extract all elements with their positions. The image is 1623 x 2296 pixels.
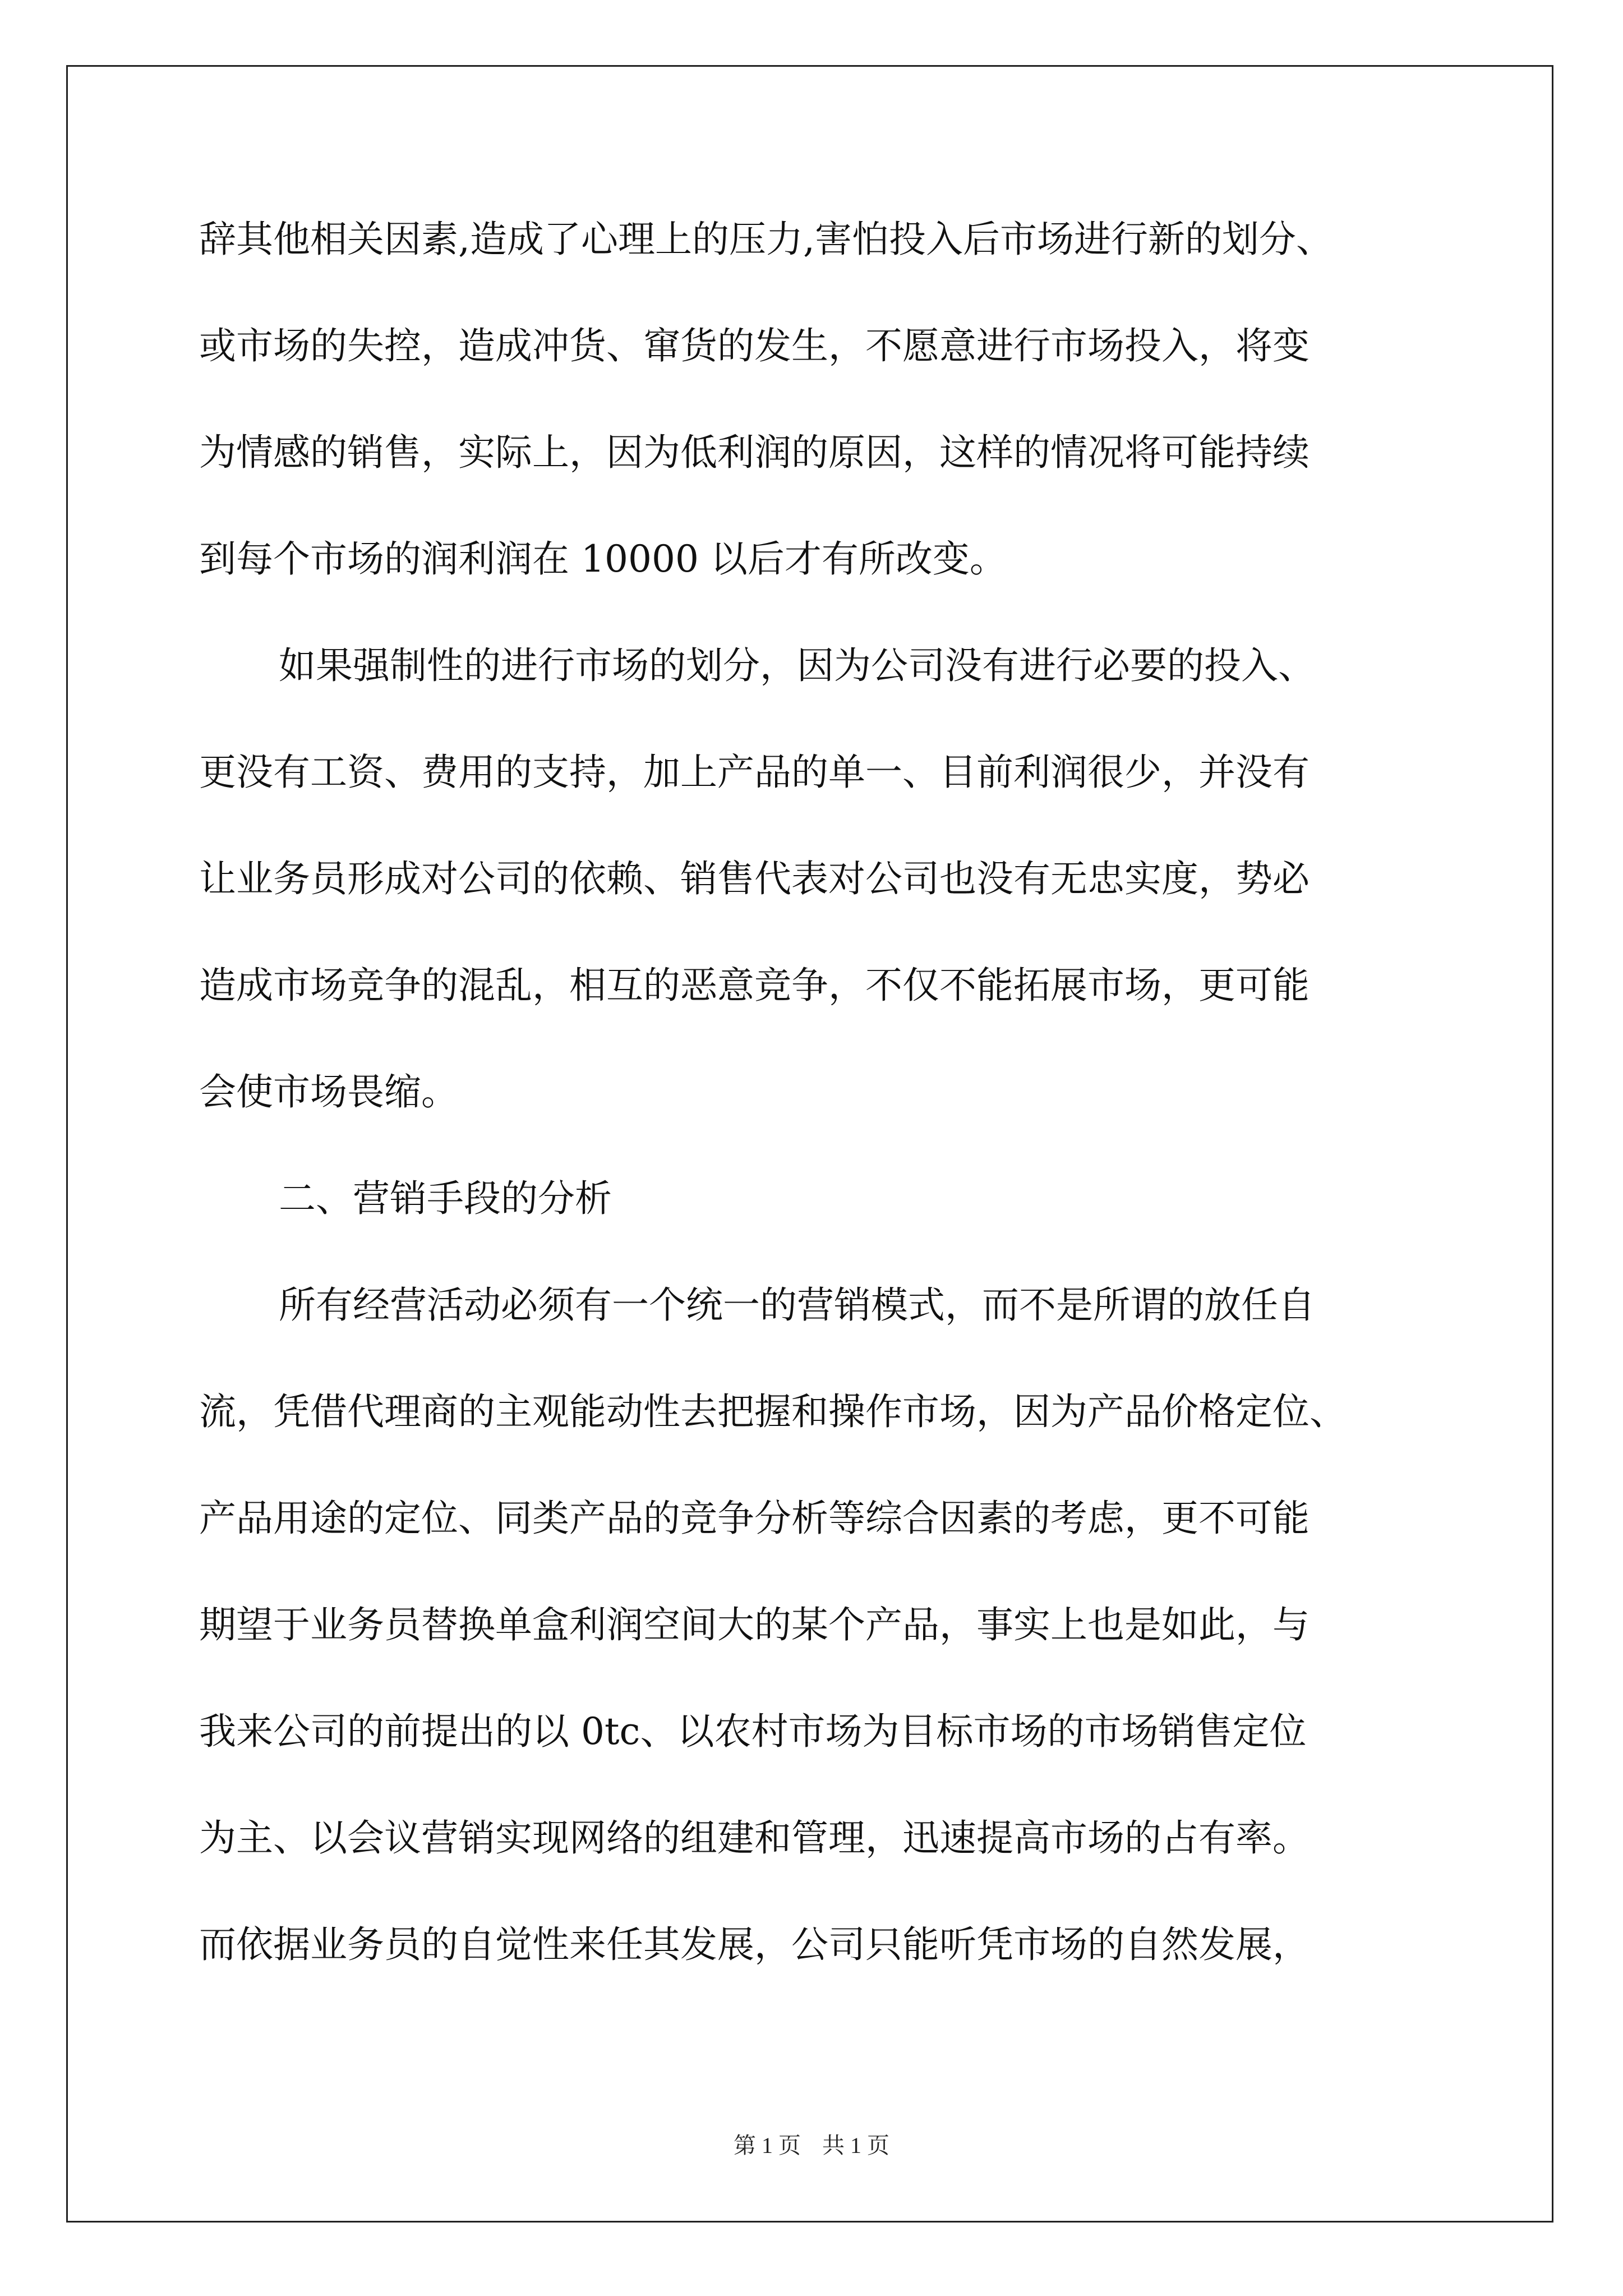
text-line: 会使市场畏缩。 — [199, 1070, 458, 1114]
text-line: 让业务员形成对公司的依赖、销售代表对公司也没有无忠实度，势必 — [199, 857, 1310, 900]
page-border — [66, 65, 1553, 2223]
paragraph-start-line: 所有经营活动必须有一个统一的营销模式，而不是所谓的放任自 — [279, 1283, 1315, 1327]
text-line: 辞其他相关因素,造成了心理上的压力,害怕投入后市场进行新的划分、 — [199, 218, 1333, 261]
text-line: 为情感的销售，实际上，因为低利润的原因，这样的情况将可能持续 — [199, 431, 1310, 474]
text-line: 流，凭借代理商的主观能动性去把握和操作市场，因为产品价格定位、 — [199, 1390, 1347, 1433]
text-line: 到每个市场的润利润在 10000 以后才有所改变。 — [199, 537, 1007, 581]
text-line: 而依据业务员的自觉性来任其发展，公司只能听凭市场的自然发展， — [199, 1923, 1310, 1966]
section-heading: 二、营销手段的分析 — [279, 1177, 612, 1220]
text-line: 更没有工资、费用的支持，加上产品的单一、目前利润很少，并没有 — [199, 751, 1310, 794]
text-line: 或市场的失控，造成冲货、窜货的发生，不愿意进行市场投入，将变 — [199, 324, 1310, 367]
text-line: 我来公司的前提出的以 0tc、以农村市场为目标市场的市场销售定位 — [199, 1710, 1307, 1753]
page-number: 第 1 页 — [734, 2133, 801, 2158]
text-line: 产品用途的定位、同类产品的竞争分析等综合因素的考虑，更不可能 — [199, 1497, 1310, 1540]
text-line: 为主、以会议营销实现网络的组建和管理，迅速提高市场的占有率。 — [199, 1816, 1310, 1860]
paragraph-start-line: 如果强制性的进行市场的划分，因为公司没有进行必要的投入、 — [279, 644, 1315, 687]
text-line: 造成市场竞争的混乱，相互的恶意竞争，不仅不能拓展市场，更可能 — [199, 964, 1310, 1007]
text-line: 期望于业务员替换单盒利润空间大的某个产品，事实上也是如此，与 — [199, 1603, 1310, 1646]
page-footer — [0, 2129, 1623, 2162]
page-total: 共 1 页 — [822, 2133, 889, 2158]
